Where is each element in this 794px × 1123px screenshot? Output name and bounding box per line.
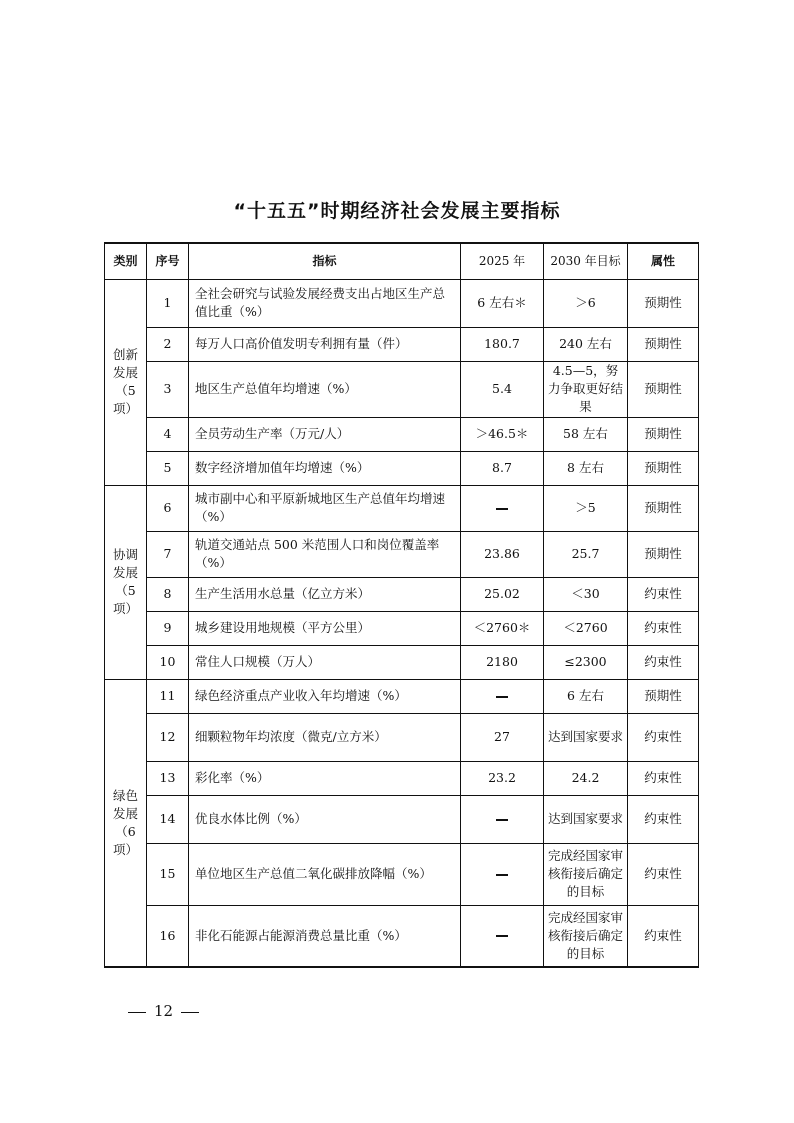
target-2030-cell: ＜30 xyxy=(544,577,628,611)
seq-cell: 15 xyxy=(147,843,189,905)
attribute-cell: 约束性 xyxy=(628,713,699,761)
attribute-cell: 约束性 xyxy=(628,611,699,645)
seq-cell: 2 xyxy=(147,327,189,361)
indicator-cell: 优良水体比例（%） xyxy=(189,795,461,843)
value-2025-cell xyxy=(461,843,544,905)
target-2030-cell: ＞6 xyxy=(544,279,628,327)
value-2025-cell: 27 xyxy=(461,713,544,761)
table-row xyxy=(105,713,699,761)
target-2030-cell: 58 左右 xyxy=(544,417,628,451)
target-2030-cell: 240 左右 xyxy=(544,327,628,361)
indicators-table xyxy=(104,242,699,968)
table-row xyxy=(105,577,699,611)
seq-cell: 14 xyxy=(147,795,189,843)
seq-cell: 12 xyxy=(147,713,189,761)
attribute-cell: 约束性 xyxy=(628,795,699,843)
indicator-cell: 每万人口高价值发明专利拥有量（件） xyxy=(189,327,461,361)
table-header-row xyxy=(105,243,699,279)
value-2025-cell xyxy=(461,905,544,967)
seq-cell: 13 xyxy=(147,761,189,795)
table-row xyxy=(105,417,699,451)
seq-cell: 3 xyxy=(147,361,189,417)
indicator-cell: 常住人口规模（万人） xyxy=(189,645,461,679)
category-label-line2: 发展 xyxy=(112,365,138,380)
category-label-line3: （5 项） xyxy=(112,583,138,616)
header-2030: 2030 年目标 xyxy=(544,243,628,279)
category-cell xyxy=(105,279,147,485)
indicator-cell: 单位地区生产总值二氧化碳排放降幅（%） xyxy=(189,843,461,905)
page-number-dash-right xyxy=(181,1012,199,1013)
page-number-value: 12 xyxy=(154,1002,174,1020)
seq-cell: 16 xyxy=(147,905,189,967)
no-data-dash xyxy=(496,935,508,937)
indicator-cell: 城市副中心和平原新城地区生产总值年均增速（%） xyxy=(189,485,461,531)
indicator-cell: 全员劳动生产率（万元/人） xyxy=(189,417,461,451)
header-indicator: 指标 xyxy=(189,243,461,279)
indicator-cell: 数字经济增加值年均增速（%） xyxy=(189,451,461,485)
value-2025-cell: 6 左右＊ xyxy=(461,279,544,327)
category-label-line2: 发展 xyxy=(112,565,138,580)
target-2030-cell: ≤2300 xyxy=(544,645,628,679)
target-2030-cell: 完成经国家审核衔接后确定的目标 xyxy=(544,843,628,905)
header-seq: 序号 xyxy=(147,243,189,279)
value-2025-cell: 180.7 xyxy=(461,327,544,361)
header-category: 类别 xyxy=(105,243,147,279)
category-cell xyxy=(105,679,147,967)
attribute-cell: 预期性 xyxy=(628,417,699,451)
indicator-cell: 全社会研究与试验发展经费支出占地区生产总值比重（%） xyxy=(189,279,461,327)
table-row xyxy=(105,451,699,485)
category-label-line3: （5 项） xyxy=(112,383,138,416)
table-row xyxy=(105,485,699,531)
attribute-cell: 预期性 xyxy=(628,279,699,327)
attribute-cell: 预期性 xyxy=(628,327,699,361)
seq-cell: 5 xyxy=(147,451,189,485)
no-data-dash xyxy=(496,508,508,510)
indicator-cell: 细颗粒物年均浓度（微克/立方米） xyxy=(189,713,461,761)
page-number xyxy=(120,1002,207,1020)
indicator-cell: 地区生产总值年均增速（%） xyxy=(189,361,461,417)
seq-cell: 4 xyxy=(147,417,189,451)
indicator-cell: 城乡建设用地规模（平方公里） xyxy=(189,611,461,645)
table-row xyxy=(105,905,699,967)
value-2025-cell xyxy=(461,485,544,531)
target-2030-cell: ＜2760 xyxy=(544,611,628,645)
table-row xyxy=(105,361,699,417)
value-2025-cell: 5.4 xyxy=(461,361,544,417)
table-row xyxy=(105,611,699,645)
value-2025-cell xyxy=(461,795,544,843)
no-data-dash xyxy=(496,696,508,698)
attribute-cell: 约束性 xyxy=(628,843,699,905)
no-data-dash xyxy=(496,874,508,876)
value-2025-cell: 23.2 xyxy=(461,761,544,795)
seq-cell: 7 xyxy=(147,531,189,577)
value-2025-cell: 2180 xyxy=(461,645,544,679)
attribute-cell: 预期性 xyxy=(628,451,699,485)
header-attr: 属性 xyxy=(628,243,699,279)
indicator-cell: 非化石能源占能源消费总量比重（%） xyxy=(189,905,461,967)
attribute-cell: 约束性 xyxy=(628,645,699,679)
value-2025-cell: 8.7 xyxy=(461,451,544,485)
seq-cell: 6 xyxy=(147,485,189,531)
attribute-cell: 预期性 xyxy=(628,679,699,713)
indicator-cell: 轨道交通站点 500 米范围人口和岗位覆盖率（%） xyxy=(189,531,461,577)
page-number-dash-left xyxy=(128,1012,146,1013)
table-row xyxy=(105,279,699,327)
value-2025-cell: 23.86 xyxy=(461,531,544,577)
target-2030-cell: 完成经国家审核衔接后确定的目标 xyxy=(544,905,628,967)
target-2030-cell: 24.2 xyxy=(544,761,628,795)
seq-cell: 9 xyxy=(147,611,189,645)
target-2030-cell: 4.5—5，努力争取更好结果 xyxy=(544,361,628,417)
attribute-cell: 约束性 xyxy=(628,905,699,967)
attribute-cell: 约束性 xyxy=(628,577,699,611)
table-row xyxy=(105,679,699,713)
table-row xyxy=(105,843,699,905)
value-2025-cell: 25.02 xyxy=(461,577,544,611)
seq-cell: 10 xyxy=(147,645,189,679)
indicator-cell: 彩化率（%） xyxy=(189,761,461,795)
table-row xyxy=(105,761,699,795)
attribute-cell: 预期性 xyxy=(628,485,699,531)
category-cell xyxy=(105,485,147,679)
table-row xyxy=(105,645,699,679)
category-label-line1: 创新 xyxy=(112,347,138,362)
header-2025: 2025 年 xyxy=(461,243,544,279)
target-2030-cell: 6 左右 xyxy=(544,679,628,713)
category-label-line3: （6 项） xyxy=(112,823,138,857)
seq-cell: 1 xyxy=(147,279,189,327)
attribute-cell: 约束性 xyxy=(628,761,699,795)
attribute-cell: 预期性 xyxy=(628,361,699,417)
category-label-line1: 绿色 xyxy=(112,787,138,803)
attribute-cell: 预期性 xyxy=(628,531,699,577)
target-2030-cell: ＞5 xyxy=(544,485,628,531)
no-data-dash xyxy=(496,819,508,821)
value-2025-cell: ＜2760＊ xyxy=(461,611,544,645)
table-row xyxy=(105,795,699,843)
table-row xyxy=(105,531,699,577)
target-2030-cell: 达到国家要求 xyxy=(544,795,628,843)
document-title: “十五五”时期经济社会发展主要指标 xyxy=(233,200,561,222)
target-2030-cell: 达到国家要求 xyxy=(544,713,628,761)
seq-cell: 8 xyxy=(147,577,189,611)
indicator-cell: 绿色经济重点产业收入年均增速（%） xyxy=(189,679,461,713)
seq-cell: 11 xyxy=(147,679,189,713)
target-2030-cell: 25.7 xyxy=(544,531,628,577)
table-row xyxy=(105,327,699,361)
category-label-line2: 发展 xyxy=(112,805,138,821)
category-label-line1: 协调 xyxy=(112,547,138,562)
target-2030-cell: 8 左右 xyxy=(544,451,628,485)
value-2025-cell: ＞46.5＊ xyxy=(461,417,544,451)
value-2025-cell xyxy=(461,679,544,713)
indicator-cell: 生产生活用水总量（亿立方米） xyxy=(189,577,461,611)
